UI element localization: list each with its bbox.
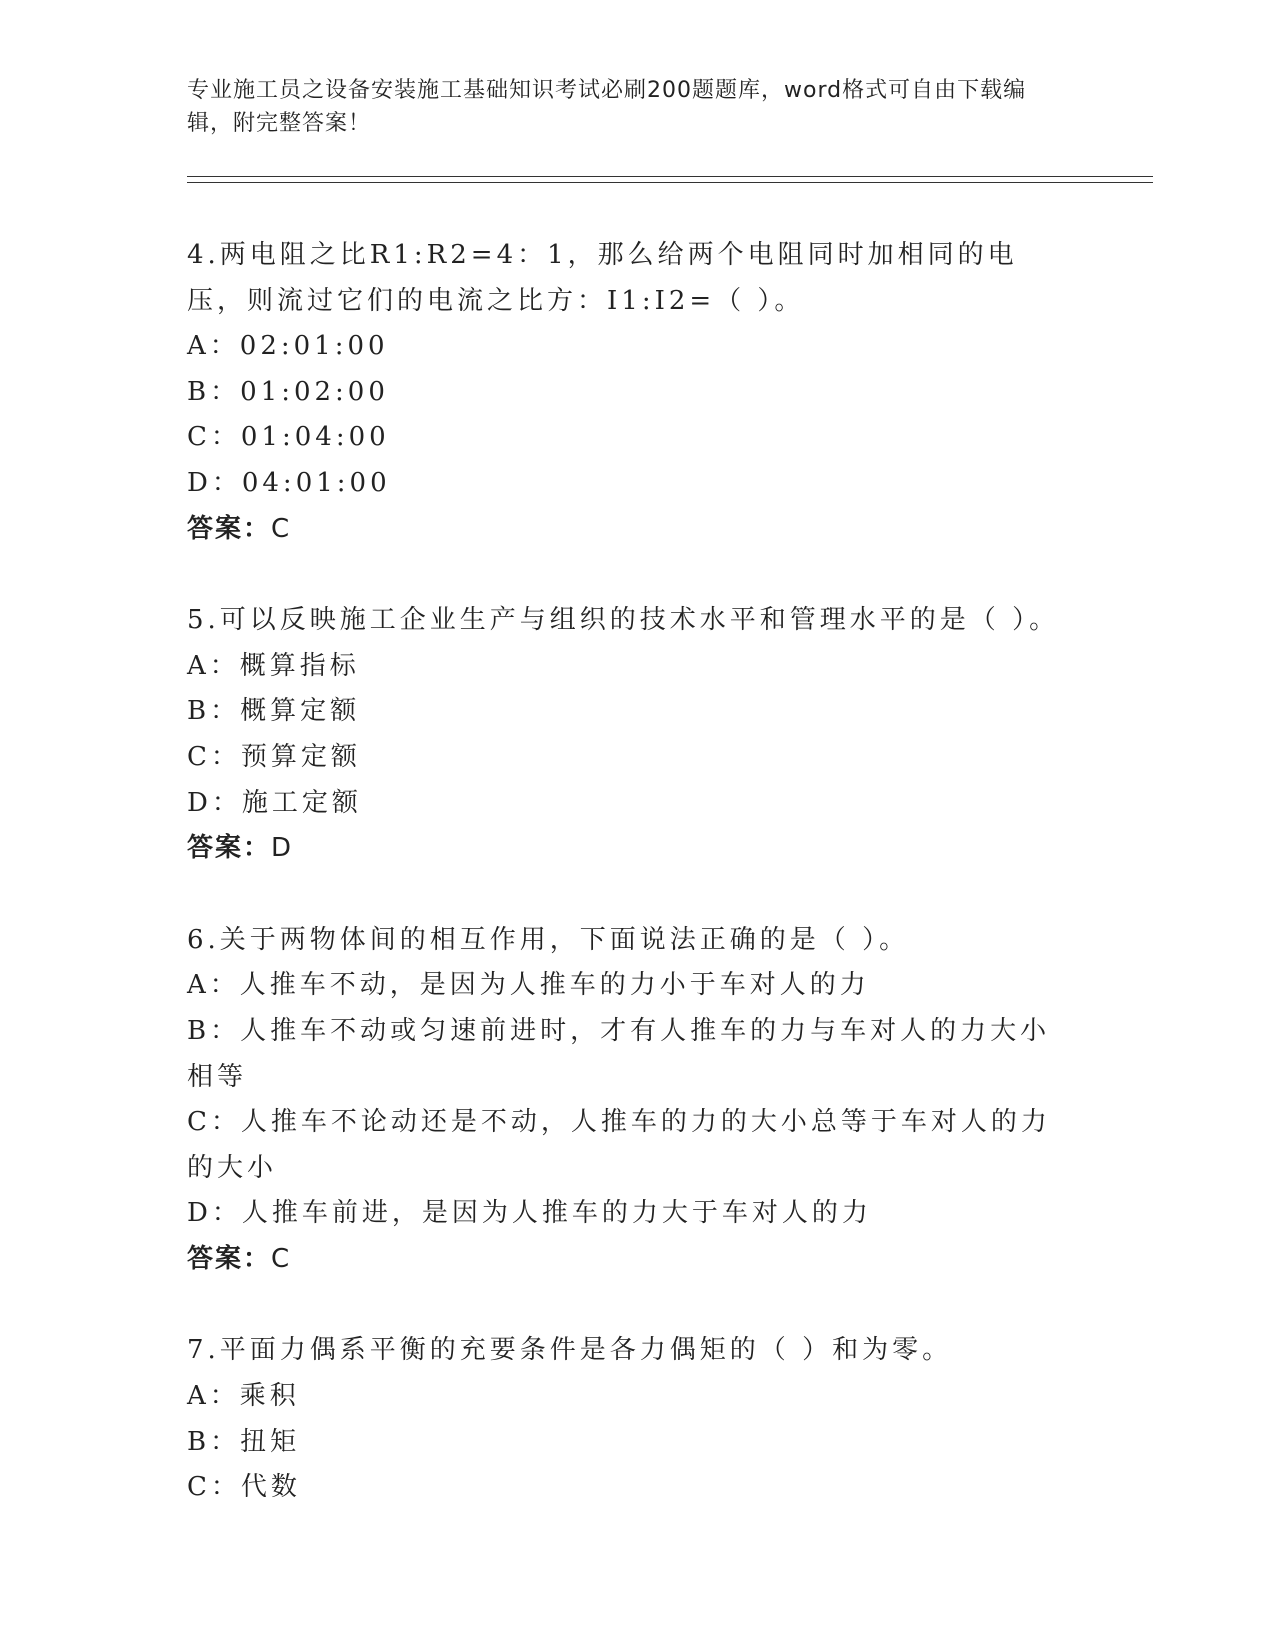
answer-value: C bbox=[271, 513, 292, 544]
answer-label: 答案： bbox=[187, 1243, 272, 1274]
option-b: B：人推车不动或匀速前进时，才有人推车的力与车对人的力大小相等 bbox=[187, 1015, 1051, 1092]
header-divider-top bbox=[187, 176, 1153, 177]
question-6 bbox=[187, 918, 1067, 1283]
option-b: B：扭矩 bbox=[187, 1426, 301, 1457]
option-d: D：人推车前进，是因为人推车的力大于车对人的力 bbox=[187, 1198, 872, 1229]
question-stem: 4.两电阻之比R1:R2=4：1，那么给两个电阻同时加相同的电压，则流过它们的电流之比方：I1:I2=（ ）。 bbox=[187, 240, 1018, 316]
question-5 bbox=[187, 598, 1067, 872]
option-b: B：01:02:00 bbox=[187, 376, 389, 407]
header-divider-bottom bbox=[187, 182, 1153, 183]
question-stem: 5.可以反映施工企业生产与组织的技术水平和管理水平的是（ ）。 bbox=[187, 605, 1060, 636]
question-4 bbox=[187, 233, 1067, 552]
answer-value: D bbox=[271, 833, 294, 864]
option-c: C：01:04:00 bbox=[187, 422, 390, 453]
option-c: C：代数 bbox=[187, 1472, 301, 1503]
option-d: D：04:01:00 bbox=[187, 467, 391, 498]
option-b: B：概算定额 bbox=[187, 696, 361, 727]
question-stem: 7.平面力偶系平衡的充要条件是各力偶矩的（ ）和为零。 bbox=[187, 1335, 953, 1366]
answer-value: C bbox=[271, 1243, 292, 1274]
question-stem: 6.关于两物体间的相互作用，下面说法正确的是（ ）。 bbox=[187, 924, 910, 955]
answer-line bbox=[187, 507, 1067, 553]
option-a: A：概算指标 bbox=[187, 650, 360, 681]
option-d: D：施工定额 bbox=[187, 787, 362, 818]
option-a: A：人推车不动，是因为人推车的力小于车对人的力 bbox=[187, 970, 870, 1001]
answer-label: 答案： bbox=[187, 513, 272, 544]
option-a: A：02:01:00 bbox=[187, 331, 389, 362]
option-c: C：人推车不论动还是不动，人推车的力的大小总等于车对人的力的大小 bbox=[187, 1107, 1051, 1183]
option-c: C：预算定额 bbox=[187, 741, 361, 772]
answer-label: 答案： bbox=[187, 833, 272, 864]
document-header: 专业施工员之设备安装施工基础知识考试必刷200题题库，word格式可自由下载编辑，附完整答案！ bbox=[187, 78, 1027, 136]
answer-line bbox=[187, 826, 1067, 872]
question-7 bbox=[187, 1328, 1067, 1510]
option-a: A：乘积 bbox=[187, 1381, 300, 1412]
answer-line bbox=[187, 1237, 1067, 1283]
question-list bbox=[187, 233, 1067, 1557]
